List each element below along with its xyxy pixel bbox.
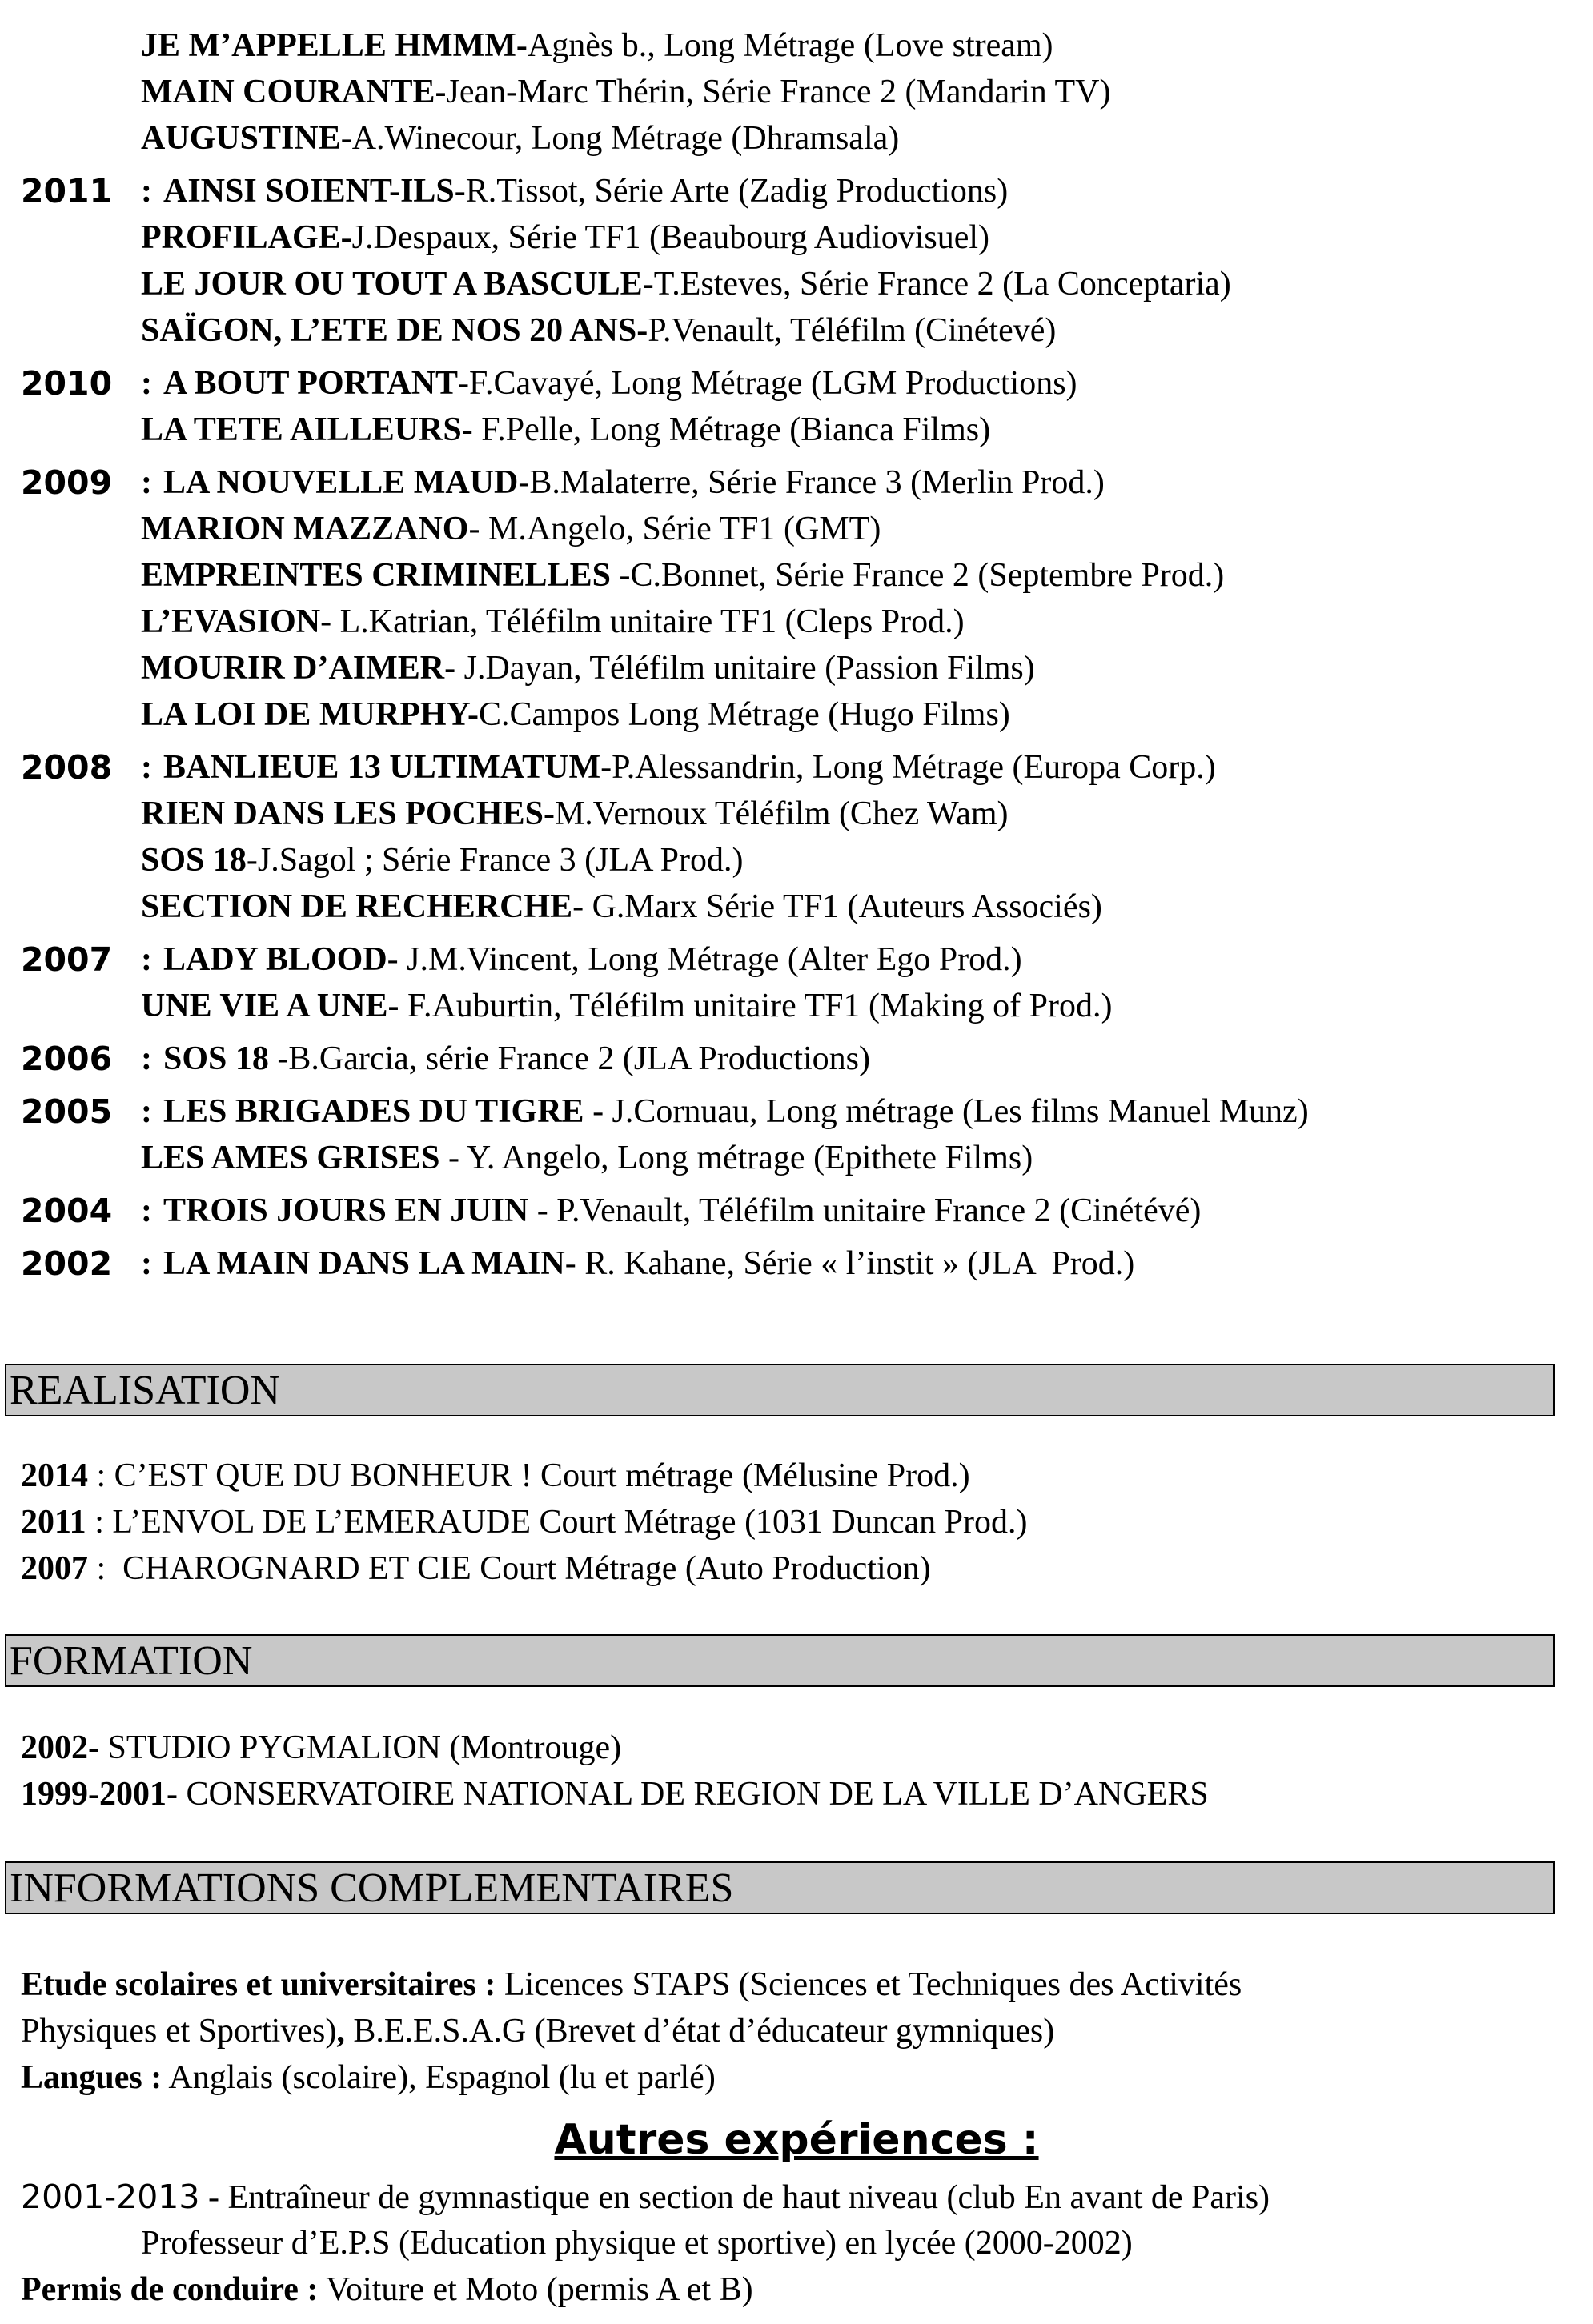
film-entry — [141, 936, 1022, 983]
section-header-informations — [5, 1861, 1555, 1914]
film-title: LES AMES GRISES — [141, 1140, 440, 1176]
film-details: - G.Marx Série TF1 (Auteurs Associés) — [572, 888, 1102, 925]
list-item — [21, 1240, 1574, 1287]
list-item — [21, 552, 1574, 599]
film-entry — [141, 168, 1008, 214]
year-label: 2007 — [21, 940, 113, 979]
year-label: 2004 — [21, 1192, 113, 1230]
film-title: AUGUSTINE- — [141, 120, 352, 157]
year-block — [21, 168, 1574, 354]
film-title: PROFILAGE- — [141, 219, 352, 256]
year-separator: : — [141, 1040, 152, 1077]
informations-text: Etude scolaires et universitaires : Licences STAPS (Sciences et Techniques des Activités Physiques et Sportives), B.E.E.S.A.G (Brevet d’état d’éducateur gymniques) Langues : Anglais (scolaire), Espagnol (lu et parlé) — [21, 1966, 1242, 2096]
film-entry — [141, 691, 1010, 738]
film-details: A.Winecour, Long Métrage (Dhramsala) — [351, 120, 900, 157]
film-details: - J.Cornuau, Long métrage (Les films Manuel Munz) — [584, 1093, 1309, 1130]
film-details: -J.Sagol ; Série France 3 (JLA Prod.) — [246, 842, 744, 879]
film-details: -P.Alessandrin, Long Métrage (Europa Corp.) — [600, 749, 1216, 786]
year-label: 2002 — [21, 1244, 113, 1283]
film-title: SOS 18 — [141, 842, 247, 879]
formation-list — [21, 1725, 1574, 1817]
year-block — [21, 459, 1574, 738]
list-item — [21, 884, 1574, 930]
film-entry — [141, 214, 989, 261]
film-entry — [141, 307, 1056, 354]
film-details: - M.Angelo, Série TF1 (GMT) — [468, 511, 881, 547]
film-details: - J.M.Vincent, Long Métrage (Alter Ego Prod.) — [387, 941, 1022, 978]
film-title: RIEN DANS LES POCHES- — [141, 795, 555, 832]
film-entry — [141, 1088, 1309, 1135]
film-details: C.Bonnet, Série France 2 (Septembre Prod.) — [630, 557, 1225, 594]
film-details: F.Pelle, Long Métrage (Bianca Films) — [472, 411, 991, 448]
list-item: 2002- STUDIO PYGMALION (Montrouge) — [21, 1729, 622, 1766]
film-entry — [141, 22, 1053, 69]
list-item — [21, 506, 1574, 552]
film-entry — [141, 884, 1102, 930]
year-block — [21, 360, 1574, 453]
film-title: SAÏGON, L’ETE DE NOS 20 ANS- — [141, 312, 648, 349]
year-label: 2009 — [21, 463, 113, 502]
list-item — [21, 744, 1574, 791]
list-item — [21, 459, 1574, 506]
film-title: L’EVASION — [141, 603, 321, 640]
film-details: -F.Cavayé, Long Métrage (LGM Productions) — [458, 365, 1077, 402]
film-entry — [141, 791, 1009, 837]
year-label: 2008 — [21, 748, 113, 787]
list-item — [21, 791, 1574, 837]
year-label: 2006 — [21, 1040, 113, 1078]
film-title: TROIS JOURS EN JUIN — [163, 1192, 529, 1229]
film-entry — [141, 1135, 1033, 1181]
film-title: MARION MAZZANO — [141, 511, 469, 547]
list-item — [21, 69, 1574, 115]
film-entry — [141, 837, 743, 884]
year-label: 2010 — [21, 364, 113, 403]
film-entry — [141, 407, 990, 453]
film-details: F.Auburtin, Téléfilm unitaire TF1 (Making of Prod.) — [399, 988, 1113, 1024]
year-separator: : — [141, 749, 152, 786]
film-title: JE M’APPELLE HMMM- — [141, 27, 528, 64]
list-item — [21, 22, 1574, 69]
film-title: SECTION DE RECHERCHE — [141, 888, 573, 925]
section-title: REALISATION — [10, 1368, 280, 1413]
autres-experiences-text: 2001-2013 - Entraîneur de gymnastique en section de haut niveau (club En avant de Paris) Professeur d’E.P.S (Education physique et sportive) en lycée (2000-2002) Permis de conduire : Voiture et Moto (permis A et B) — [21, 2178, 1270, 2308]
film-title: LA MAIN DANS LA MAIN — [163, 1245, 565, 1282]
film-title: A BOUT PORTANT — [163, 365, 459, 402]
film-entry — [141, 261, 1231, 307]
film-title: LADY BLOOD — [163, 941, 387, 978]
list-item — [21, 115, 1574, 162]
film-details: J.Dayan, Téléfilm unitaire (Passion Films) — [455, 650, 1035, 687]
list-item — [21, 168, 1574, 214]
film-title: MAIN COURANTE- — [141, 74, 447, 110]
list-item: 2014 : C’EST QUE DU BONHEUR ! Court métrage (Mélusine Prod.) — [21, 1457, 970, 1494]
year-block — [21, 1240, 1574, 1287]
section-title: FORMATION — [10, 1638, 253, 1684]
list-item — [21, 307, 1574, 354]
film-entry — [141, 599, 965, 645]
year-separator: : — [141, 941, 152, 978]
film-details: R.Tissot, Série Arte (Zadig Productions) — [465, 173, 1009, 210]
year-separator: : — [141, 365, 152, 402]
section-header-formation — [5, 1634, 1555, 1687]
film-details: Jean-Marc Thérin, Série France 2 (Mandarin TV) — [446, 74, 1111, 110]
list-item — [21, 261, 1574, 307]
film-entry — [141, 744, 1216, 791]
autres-experiences-title: Autres expériences : — [554, 2116, 1039, 2164]
filmography-list — [21, 22, 1574, 1287]
list-item: 2011 : L’ENVOL DE L’EMERAUDE Court Métrage (1031 Duncan Prod.) — [21, 1504, 1028, 1541]
film-details: - Y. Angelo, Long métrage (Epithete Films) — [439, 1140, 1033, 1176]
film-title: SOS 18 — [163, 1040, 269, 1077]
list-item — [21, 1188, 1574, 1234]
list-item — [21, 983, 1574, 1029]
film-details: - P.Venault, Téléfilm unitaire France 2 (Cinétévé) — [528, 1192, 1202, 1229]
list-item — [21, 599, 1574, 645]
year-label: 2005 — [21, 1092, 113, 1131]
film-entry — [141, 1036, 870, 1082]
film-entry — [141, 506, 881, 552]
list-item — [21, 1135, 1574, 1181]
film-entry — [141, 69, 1110, 115]
list-item — [21, 837, 1574, 884]
year-block — [21, 744, 1574, 930]
list-item: 1999-2001- CONSERVATOIRE NATIONAL DE REGION DE LA VILLE D’ANGERS — [21, 1776, 1209, 1813]
list-item — [21, 360, 1574, 407]
film-entry — [141, 1188, 1201, 1234]
film-title: EMPREINTES CRIMINELLES - — [141, 557, 631, 594]
film-entry — [141, 552, 1224, 599]
year-separator: : — [141, 173, 152, 210]
realisation-list — [21, 1452, 1574, 1592]
film-details: - R. Kahane, Série « l’instit » (JLA Prod.) — [564, 1245, 1135, 1282]
year-block — [21, 936, 1574, 1029]
year-separator: : — [141, 1192, 152, 1229]
film-details: M.Vernoux Téléfilm (Chez Wam) — [554, 795, 1009, 832]
list-item — [21, 1088, 1574, 1135]
film-details: J.Despaux, Série TF1 (Beaubourg Audiovisuel) — [351, 219, 990, 256]
film-entry — [141, 360, 1077, 407]
section-title: INFORMATIONS COMPLEMENTAIRES — [10, 1865, 734, 1911]
film-details: -B.Malaterre, Série France 3 (Merlin Prod.) — [518, 464, 1105, 501]
year-block — [21, 1036, 1574, 1082]
film-details: Agnès b., Long Métrage (Love stream) — [527, 27, 1053, 64]
year-separator: : — [141, 1245, 152, 1282]
list-item — [21, 936, 1574, 983]
list-item — [21, 1036, 1574, 1082]
list-item — [21, 645, 1574, 691]
section-header-realisation — [5, 1364, 1555, 1416]
film-details: -B.Garcia, série France 2 (JLA Productions) — [268, 1040, 871, 1077]
year-block — [21, 1188, 1574, 1234]
film-title: LA LOI DE MURPHY- — [141, 696, 479, 733]
film-title: BANLIEUE 13 ULTIMATUM — [163, 749, 601, 786]
film-entry — [141, 115, 899, 162]
film-details: P.Venault, Téléfilm (Cinétevé) — [648, 312, 1057, 349]
year-separator: : — [141, 464, 152, 501]
film-title: AINSI SOIENT-ILS- — [163, 173, 466, 210]
list-item — [21, 407, 1574, 453]
film-details: T.Esteves, Série France 2 (La Conceptaria) — [653, 266, 1231, 303]
film-details: - L.Katrian, Téléfilm unitaire TF1 (Cleps Prod.) — [320, 603, 965, 640]
film-entry — [141, 1240, 1134, 1287]
film-entry — [141, 983, 1112, 1029]
film-title: MOURIR D’AIMER- — [141, 650, 456, 687]
film-title: LA NOUVELLE MAUD — [163, 464, 519, 501]
year-block — [21, 22, 1574, 162]
film-entry — [141, 645, 1035, 691]
film-title: LE JOUR OU TOUT A BASCULE- — [141, 266, 654, 303]
film-entry — [141, 459, 1105, 506]
film-title: UNE VIE A UNE- — [141, 988, 399, 1024]
film-title: LES BRIGADES DU TIGRE — [163, 1093, 584, 1130]
film-details: C.Campos Long Métrage (Hugo Films) — [479, 696, 1010, 733]
film-title: LA TETE AILLEURS- — [141, 411, 473, 448]
list-item — [21, 214, 1574, 261]
year-label: 2011 — [21, 172, 113, 210]
list-item: 2007 : CHAROGNARD ET CIE Court Métrage (Auto Production) — [21, 1550, 931, 1587]
year-separator: : — [141, 1093, 152, 1130]
year-block — [21, 1088, 1574, 1181]
list-item — [21, 691, 1574, 738]
